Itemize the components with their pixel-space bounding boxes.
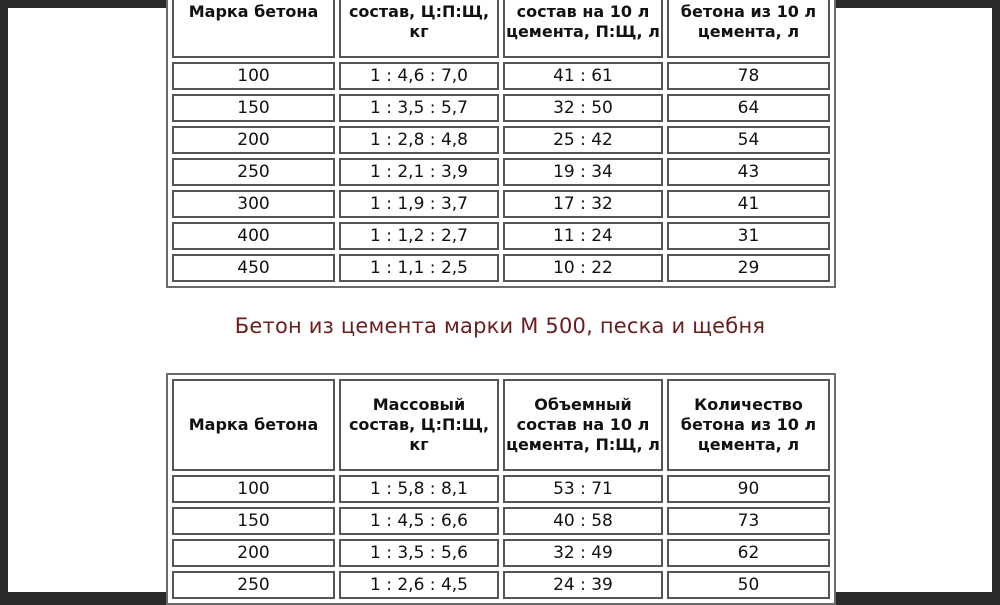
cell-volume: 53 : 71	[503, 475, 663, 503]
header-concrete-yield: бетона из 10 л цемента, л	[667, 0, 830, 58]
cell-mass: 1 : 4,5 : 6,6	[339, 507, 499, 535]
cell-volume: 10 : 22	[503, 254, 663, 282]
cell-mass: 1 : 1,9 : 3,7	[339, 190, 499, 218]
document-frame	[8, 2, 992, 595]
cell-volume: 41 : 61	[503, 62, 663, 90]
cell-grade: 150	[172, 507, 335, 535]
cell-yield: 62	[667, 539, 830, 567]
cell-mass: 1 : 5,8 : 8,1	[339, 475, 499, 503]
table-row	[172, 571, 830, 599]
cell-grade: 150	[172, 94, 335, 122]
cell-volume: 19 : 34	[503, 158, 663, 186]
cell-volume: 32 : 49	[503, 539, 663, 567]
table-m500	[166, 373, 836, 605]
cell-yield: 31	[667, 222, 830, 250]
cell-grade: 200	[172, 539, 335, 567]
cell-yield: 73	[667, 507, 830, 535]
cell-volume: 24 : 39	[503, 571, 663, 599]
cell-yield: 50	[667, 571, 830, 599]
cell-yield: 64	[667, 94, 830, 122]
mix-table	[166, 373, 836, 605]
header-concrete-yield: Количество бетона из 10 л цемента, л	[667, 379, 830, 471]
cell-yield: 43	[667, 158, 830, 186]
cell-volume: 11 : 24	[503, 222, 663, 250]
cell-grade: 100	[172, 62, 335, 90]
cell-volume: 17 : 32	[503, 190, 663, 218]
cell-yield: 29	[667, 254, 830, 282]
table-m400	[166, 0, 836, 288]
cell-volume: 32 : 50	[503, 94, 663, 122]
cell-mass: 1 : 3,5 : 5,6	[339, 539, 499, 567]
section-heading: Бетон из цемента марки М 500, песка и щебня	[234, 314, 766, 338]
table-header-row	[172, 379, 830, 471]
table-row	[172, 475, 830, 503]
table-row	[172, 222, 830, 250]
cell-mass: 1 : 2,8 : 4,8	[339, 126, 499, 154]
cell-mass: 1 : 1,1 : 2,5	[339, 254, 499, 282]
cell-yield: 41	[667, 190, 830, 218]
table-row	[172, 507, 830, 535]
cell-volume: 25 : 42	[503, 126, 663, 154]
cell-grade: 250	[172, 571, 335, 599]
cell-grade: 250	[172, 158, 335, 186]
table-row	[172, 62, 830, 90]
cell-yield: 54	[667, 126, 830, 154]
cell-grade: 200	[172, 126, 335, 154]
header-mass-composition: Массовый состав, Ц:П:Щ, кг	[339, 379, 499, 471]
header-grade: Марка бетона	[172, 379, 335, 471]
cell-mass: 1 : 1,2 : 2,7	[339, 222, 499, 250]
header-volume-composition: Объемный состав на 10 л цемента, П:Щ, л	[503, 379, 663, 471]
table-header-row	[172, 0, 830, 58]
header-volume-composition: состав на 10 л цемента, П:Щ, л	[503, 0, 663, 58]
cell-mass: 1 : 2,6 : 4,5	[339, 571, 499, 599]
table-row	[172, 539, 830, 567]
table-row	[172, 126, 830, 154]
table-row	[172, 254, 830, 282]
cell-mass: 1 : 3,5 : 5,7	[339, 94, 499, 122]
cell-yield: 90	[667, 475, 830, 503]
table-row	[172, 94, 830, 122]
header-mass-composition: состав, Ц:П:Щ, кг	[339, 0, 499, 58]
cell-grade: 300	[172, 190, 335, 218]
header-grade: Марка бетона	[172, 0, 335, 58]
cell-grade: 400	[172, 222, 335, 250]
table-row	[172, 158, 830, 186]
cell-grade: 450	[172, 254, 335, 282]
cell-volume: 40 : 58	[503, 507, 663, 535]
cell-mass: 1 : 4,6 : 7,0	[339, 62, 499, 90]
table-row	[172, 190, 830, 218]
mix-table	[166, 0, 836, 288]
cell-mass: 1 : 2,1 : 3,9	[339, 158, 499, 186]
cell-grade: 100	[172, 475, 335, 503]
cell-yield: 78	[667, 62, 830, 90]
